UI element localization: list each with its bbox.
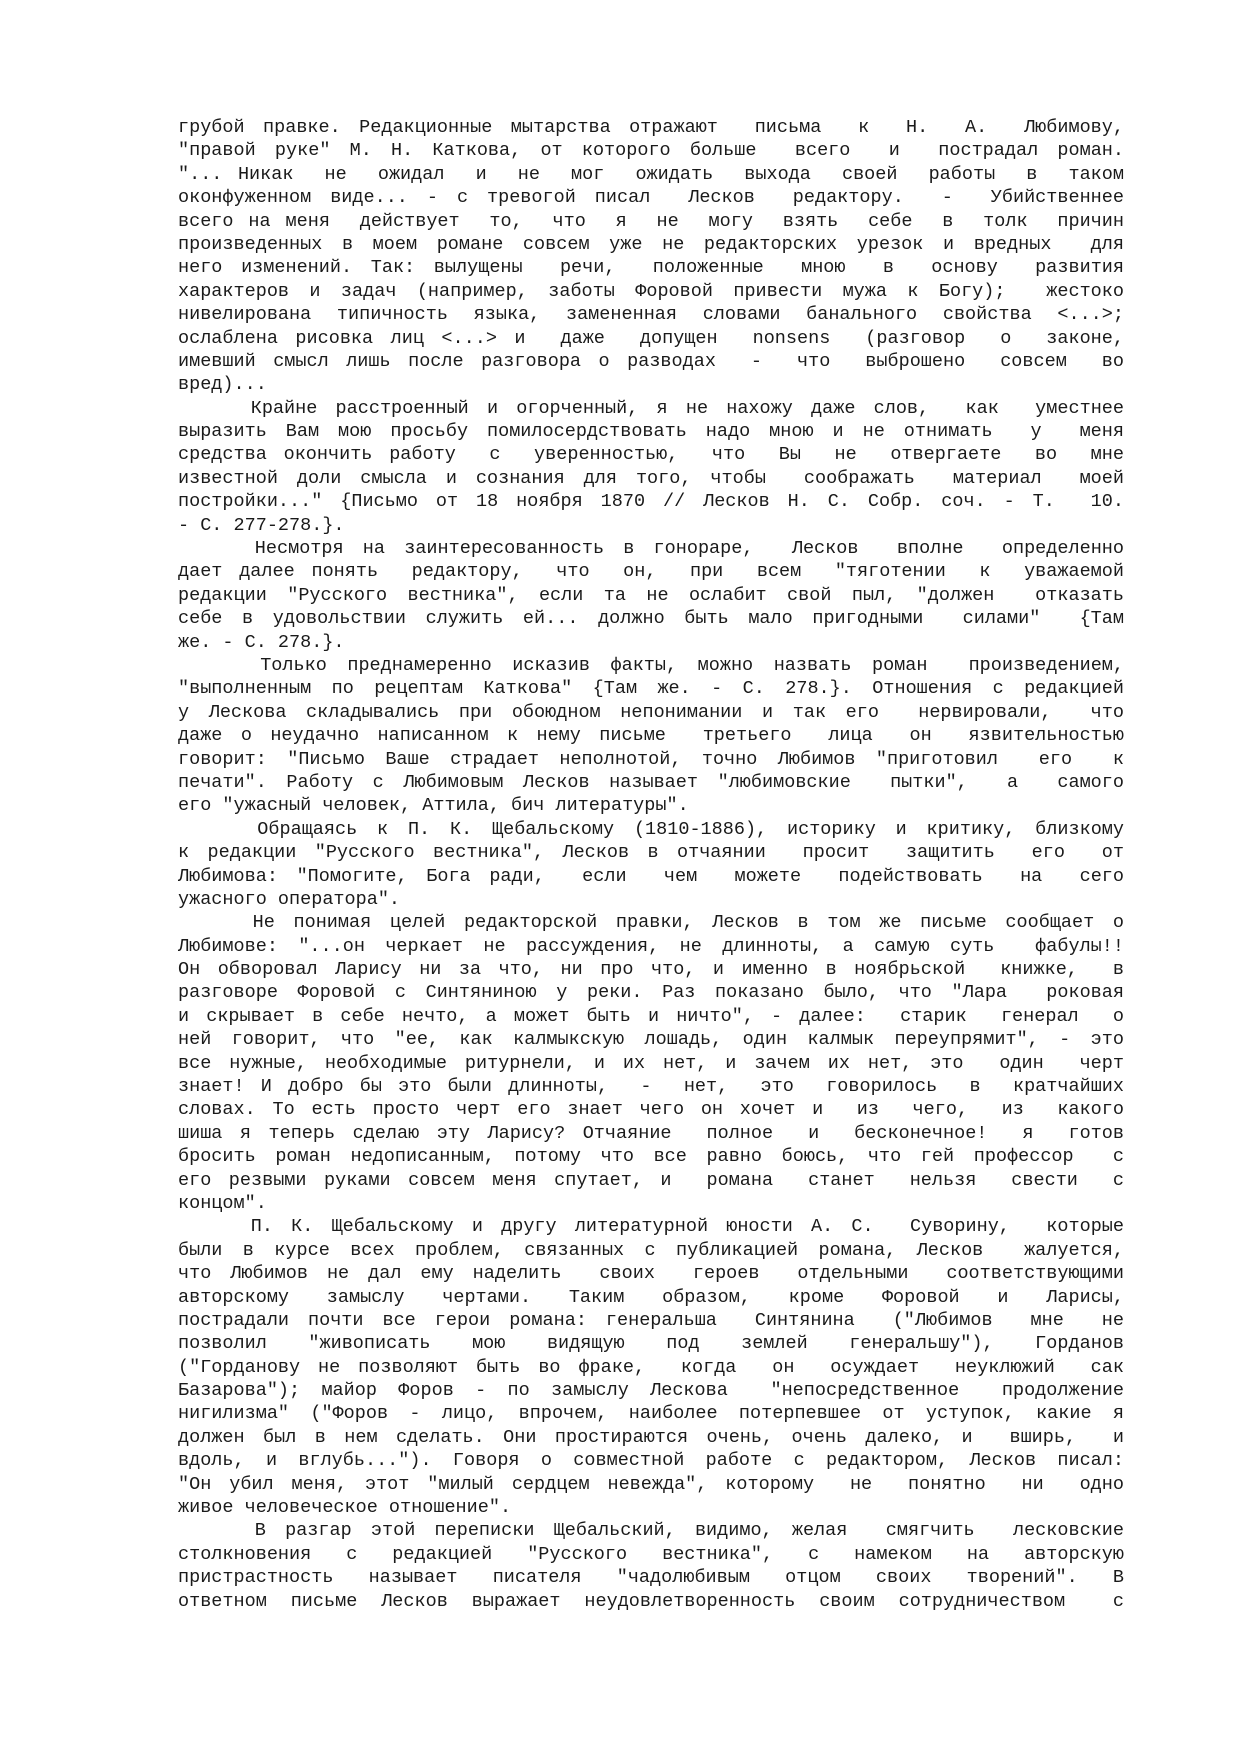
text-line: столкновения с редакцией "Русского вестника", с намеком на авторскую: [178, 1543, 1124, 1565]
text-line: к редакции "Русского вестника", Лесков в отчаянии просит защитить его от: [178, 842, 1124, 864]
text-line: Любимова: "Помогите, Бога ради, если чем можете подействовать на сего: [178, 865, 1124, 887]
text-line: ужасного оператора".: [178, 888, 401, 910]
text-line: Обращаясь к П. К. Щебальскому (1810-1886), историку и критику, близкому: [178, 818, 1124, 840]
text-line: В разгар этой переписки Щебальский, видимо, желая смягчить лесковские: [178, 1520, 1124, 1542]
text-line: него изменений. Так: вылущены речи, положенные мною в основу развития: [178, 257, 1124, 279]
text-line: Он обворовал Ларису ни за что, ни про что, и именно в ноябрьской книжке, в: [178, 959, 1124, 981]
text-line: говорит: "Письмо Ваше страдает неполнотой, точно Любимов "приготовил его к: [178, 748, 1124, 770]
document-body: [178, 116, 1124, 1613]
text-line: его резвыми руками совсем меня спутает, и романа станет нельзя свести с: [178, 1169, 1124, 1191]
text-line: "правой руке" М. Н. Каткова, от которого больше всего и пострадал роман.: [178, 140, 1124, 162]
text-line: средства окончить работу с уверенностью, что Вы не отвергаете во мне: [178, 444, 1124, 466]
text-line: разговоре Форовой с Синтяниною у реки. Раз показано было, что "Лара роковая: [178, 982, 1124, 1004]
text-line: Не понимая целей редакторской правки, Лесков в том же письме сообщает о: [178, 912, 1124, 934]
text-line: и скрывает в себе нечто, а может быть и ничто", - далее: старик генерал о: [178, 1005, 1124, 1027]
text-line: Только преднамеренно исказив факты, можно назвать роман произведением,: [178, 654, 1124, 676]
text-line: Базарова"); майор Форов - по замыслу Лескова "непосредственное продолжение: [178, 1380, 1124, 1402]
text-line: пристрастность называет писателя "чадолюбивым отцом своих творений". В: [178, 1567, 1124, 1589]
text-line: редакции "Русского вестника", если та не ослабит свой пыл, "должен отказать: [178, 584, 1124, 606]
text-line: известной доли смысла и сознания для того, чтобы соображать материал моей: [178, 467, 1124, 489]
text-line: его "ужасный человек, Аттила, бич литературы".: [178, 795, 689, 817]
text-line: живое человеческое отношение".: [178, 1497, 512, 1519]
text-line: характеров и задач (например, заботы Форовой привести мужа к Богу); жестоко: [178, 280, 1124, 302]
text-line: произведенных в моем романе совсем уже не редакторских урезок и вредных для: [178, 233, 1124, 255]
text-line: - С. 277-278.}.: [178, 514, 345, 536]
text-line: словах. То есть просто черт его знает чего он хочет и из чего, из какого: [178, 1099, 1124, 1121]
text-line: ответном письме Лесков выражает неудовлетворенность своим сотрудничеством с: [178, 1590, 1124, 1612]
text-line: дает далее понять редактору, что он, при всем "тяготении к уважаемой: [178, 561, 1124, 583]
text-line: вдоль, и вглубь..."). Говоря о совместной работе с редактором, Лесков писал:: [178, 1450, 1124, 1472]
text-line: себе в удовольствии служить ей... должно быть мало пригодными силами" {Там: [178, 608, 1124, 630]
text-line: П. К. Щебальскому и другу литературной юности А. С. Суворину, которые: [178, 1216, 1124, 1238]
text-line: ("Горданову не позволяют быть во фраке, когда он осуждает неуклюжий сак: [178, 1356, 1124, 1378]
text-line: "Он убил меня, этот "милый сердцем невежда", которому не понятно ни одно: [178, 1473, 1124, 1495]
text-line: нивелирована типичность языка, замененная словами банального свойства <...>;: [178, 304, 1124, 326]
text-line: ослаблена рисовка лиц <...> и даже допущен nonsens (разговор о законе,: [178, 327, 1124, 349]
text-line: у Лескова складывались при обоюдном непонимании и так его нервировали, что: [178, 701, 1124, 723]
text-line: вред)...: [178, 374, 267, 396]
text-line: что Любимов не дал ему наделить своих героев отдельными соответствующими: [178, 1263, 1124, 1285]
text-line: ней говорит, что "ее, как калмыкскую лошадь, один калмык переупрямит", - это: [178, 1029, 1124, 1051]
text-line: шиша я теперь сделаю эту Ларису? Отчаяние полное и бесконечное! я готов: [178, 1122, 1124, 1144]
text-line: пострадали почти все герои романа: генеральша Синтянина ("Любимов мне не: [178, 1309, 1124, 1331]
text-line: постройки..." {Письмо от 18 ноября 1870 // Лесков Н. С. Собр. соч. - Т. 10.: [178, 491, 1124, 513]
text-line: всего на меня действует то, что я не могу взять себе в толк причин: [178, 210, 1124, 232]
text-line: были в курсе всех проблем, связанных с публикацией романа, Лесков жалуется,: [178, 1239, 1124, 1261]
text-line: все нужные, необходимые ритурнели, и их нет, и зачем их нет, это один черт: [178, 1052, 1124, 1074]
text-line: бросить роман недописанным, потому что все равно боюсь, что гей профессор с: [178, 1146, 1124, 1168]
text-line: печати". Работу с Любимовым Лесков называет "любимовские пытки", а самого: [178, 771, 1124, 793]
text-line: "выполненным по рецептам Каткова" {Там же. - С. 278.}. Отношения с редакцией: [178, 678, 1124, 700]
text-line: Несмотря на заинтересованность в гонораре, Лесков вполне определенно: [178, 538, 1124, 560]
text-line: нигилизма" ("Форов - лицо, впрочем, наиболее потерпевшее от уступок, какие я: [178, 1403, 1124, 1425]
text-line: авторскому замыслу чертами. Таким образом, кроме Форовой и Ларисы,: [178, 1286, 1124, 1308]
text-line: выразить Вам мою просьбу помилосердствовать надо мною и не отнимать у меня: [178, 421, 1124, 443]
text-line: концом".: [178, 1192, 267, 1214]
text-line: имевший смысл лишь после разговора о разводах - что выброшено совсем во: [178, 350, 1124, 372]
text-line: должен был в нем сделать. Они простираются очень, очень далеко, и вширь, и: [178, 1426, 1124, 1448]
text-line: Крайне расстроенный и огорченный, я не нахожу даже слов, как уместнее: [178, 397, 1124, 419]
text-line: позволил "живописать мою видящую под землей генеральшу"), Горданов: [178, 1333, 1124, 1355]
text-line: же. - С. 278.}.: [178, 631, 345, 653]
text-line: Любимове: "...он черкает не рассуждения, не длинноты, а самую суть фабулы!!: [178, 935, 1124, 957]
text-line: знает! И добро бы это были длинноты, - нет, это говорилось в кратчайших: [178, 1076, 1124, 1098]
text-line: оконфуженном виде... - с тревогой писал Лесков редактору. - Убийственнее: [178, 187, 1124, 209]
text-line: грубой правке. Редакционные мытарства отражают письма к Н. А. Любимову,: [178, 117, 1124, 138]
text-line: даже о неудачно написанном к нему письме третьего лица он язвительностью: [178, 725, 1124, 747]
text-line: "... Никак не ожидал и не мог ожидать выхода своей работы в таком: [178, 163, 1124, 185]
